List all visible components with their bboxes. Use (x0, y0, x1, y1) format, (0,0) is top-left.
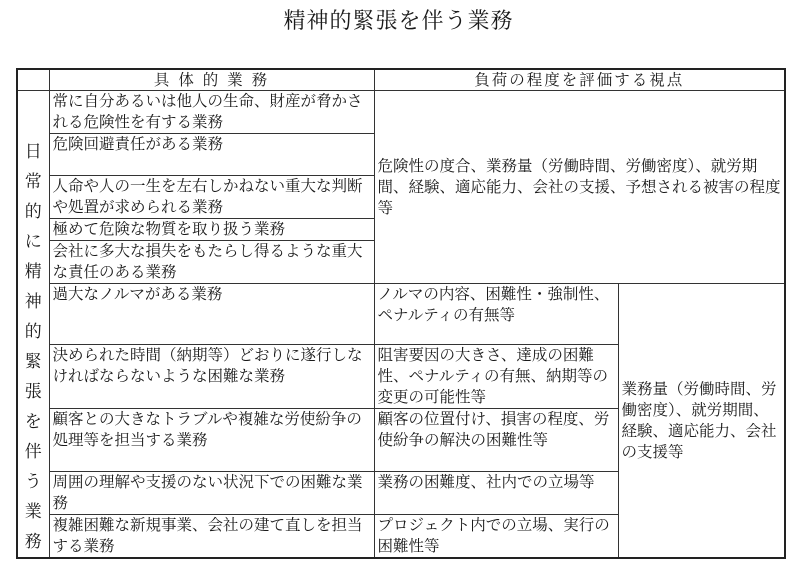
side-char: を (24, 412, 42, 432)
table-row (17, 91, 785, 134)
side-char: う (24, 472, 42, 492)
page-title: 精神的緊張を伴う業務 (283, 9, 514, 34)
side-char: 務 (24, 532, 42, 552)
side-char: 伴 (24, 442, 42, 462)
side-char: 張 (24, 382, 42, 402)
side-char: に (24, 232, 42, 252)
group1-viewpoint: 危険性の度合、業務量（労働時間、労働密度）、就労期間、経験、適応能力、会社の支援、予想される被害の程度等 (374, 91, 785, 284)
side-char: 的 (24, 322, 42, 342)
side-char: 常 (24, 172, 42, 192)
task-cell: 極めて危険な物質を取り扱う業務 (49, 219, 374, 241)
task-cell: 顧客との大きなトラブルや複雑な労使紛争の処理等を担当する業務 (49, 409, 374, 472)
side-char: 緊 (24, 352, 42, 372)
header-viewpoints: 負荷の程度を評価する視点 (374, 69, 785, 91)
task-cell: 決められた時間（納期等）どおりに遂行しなければならないような困難な業務 (49, 345, 374, 409)
header-tasks: 具 体 的 業 務 (49, 69, 374, 91)
side-char: 的 (24, 202, 42, 222)
task-table (16, 68, 786, 559)
task-cell: 常に自分あるいは他人の生命、財産が脅かされる危険性を有する業務 (49, 91, 374, 134)
side-char: 神 (24, 292, 42, 312)
task-cell: 周囲の理解や支援のない状況下での困難な業務 (49, 472, 374, 515)
task-cell: 会社に多大な損失をもたらし得るような重大な責任のある業務 (49, 241, 374, 284)
side-char: 日 (24, 142, 42, 162)
task-cell: 複雑困難な新規事業、会社の建て直しを担当する業務 (49, 515, 374, 559)
task-cell: 人命や人の一生を左右しかねない重大な判断や処置が求められる業務 (49, 176, 374, 219)
viewpoint-cell: 顧客の位置付け、損害の程度、労使紛争の解決の困難性等 (374, 409, 618, 472)
viewpoint-cell: 業務の困難度、社内での立場等 (374, 472, 618, 515)
task-cell: 危険回避責任がある業務 (49, 134, 374, 176)
viewpoint-cell: 阻害要因の大きさ、達成の困難性、ペナルティの有無、納期等の変更の可能性等 (374, 345, 618, 409)
task-cell: 過大なノルマがある業務 (49, 284, 374, 345)
table-header-row (17, 69, 785, 91)
header-corner (17, 69, 49, 91)
group2-common-viewpoint: 業務量（労働時間、労働密度）、就労期間、経験、適応能力、会社の支援等 (618, 284, 785, 559)
side-label (17, 91, 49, 559)
viewpoint-cell: プロジェクト内での立場、実行の困難性等 (374, 515, 618, 559)
side-char: 精 (24, 262, 42, 282)
viewpoint-cell: ノルマの内容、困難性・強制性、ペナルティの有無等 (374, 284, 618, 345)
table-row (17, 284, 785, 345)
side-char: 業 (24, 502, 42, 522)
